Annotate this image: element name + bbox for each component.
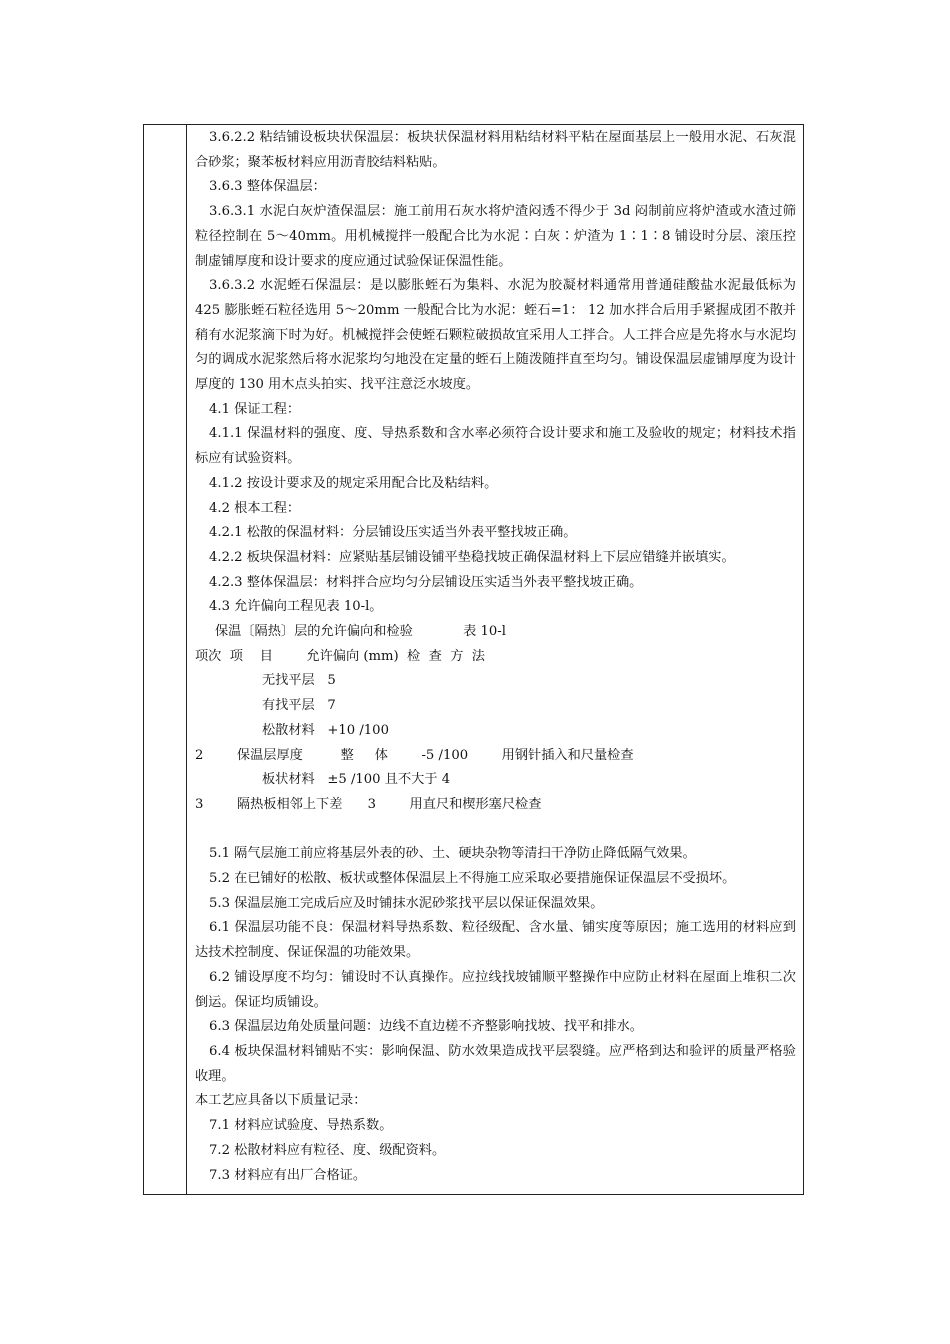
paragraph: 5.2 在已铺好的松散、板状或整体保温层上不得施工应采取必要措施保证保温层不受损坏。	[209, 871, 736, 887]
paragraph: 3.6.3 整体保温层：	[209, 179, 326, 195]
paragraph: 3.6.2.2 粘结铺设板块状保温层：板块状保温材料用粘结材料平粘在屋面基层上一般用水泥、石灰混合砂浆；聚苯板材料应用沥青胶结料粘贴。	[195, 130, 796, 170]
paragraph: 6.2 铺设厚度不均匀：铺设时不认真操作。应拉线找坡铺顺平整操作中应防止材料在屋面上堆积二次倒运。保证均质铺设。	[195, 969, 796, 1010]
paragraph: 4.1 保证工程：	[209, 401, 301, 417]
blank-line	[195, 818, 796, 843]
paragraph: 6.3 保温层边角处质量问题：边线不直边槎不齐整影响找坡、找平和排水。	[209, 1019, 643, 1035]
paragraph: 4.2.3 整体保温层：材料拌合应均匀分层铺设压实适当外表平整找坡正确。	[209, 574, 643, 590]
paragraph: 4.1.2 按设计要求及的规定采用配合比及粘结料。	[209, 475, 498, 491]
document-body	[195, 126, 796, 1188]
paragraph: 4.2.1 松散的保温材料：分层铺设压实适当外表平整找坡正确。	[209, 525, 577, 541]
table-caption: 保温〔隔热〕层的允许偏向和检验 表 10-l	[215, 624, 506, 640]
paragraph: 4.3 允许偏向工程见表 10-l。	[209, 599, 383, 615]
paragraph: 3.6.3.1 水泥白灰炉渣保温层：施工前用石灰水将炉渣闷透不得少于 3d 闷制前应将炉渣或水渣过筛粒径控制在 5～40mm。用机械搅拌一般配合比为水泥∶白灰∶炉渣为 1∶1∶8 铺设时分层、滚压控制虚铺厚度和设计要求的度应通过试验保证保温性能。	[195, 204, 796, 269]
paragraph: 4.2 根本工程：	[209, 500, 301, 516]
paragraph: 4.2.2 板块保温材料：应紧贴基层铺设铺平垫稳找坡正确保温材料上下层应错缝并嵌填实。	[209, 549, 735, 565]
paragraph: 6.1 保温层功能不良：保温材料导热系数、粒径级配、含水量、铺实度等原因；施工选用的材料应到达技术控制度、保证保温的功能效果。	[195, 920, 796, 961]
table-row: 有找平层 7	[262, 698, 336, 714]
table-row: 2 保温层厚度 整 体 -5 /100 用钢针插入和尺量检查	[195, 747, 634, 763]
paragraph: 3.6.3.2 水泥蛭石保温层：是以膨胀蛭石为集料、水泥为胶凝材料通常用普通硅酸盐水泥最低标为 425 膨胀蛭石粒径选用 5～20mm 一般配合比为水泥：蛭石=1： 12 加水拌合后用手紧握成团不散并稍有水泥浆滴下时为好。机械搅拌会使蛭石颗粒破损故宜采用人工拌合。人工拌合应是先将水与水泥均匀的调成水泥浆然后将水泥浆均匀地没在定量的蛭石上随泼随拌直至均匀。铺设保温层虚铺厚度为设计厚度的 130 用木点头拍实、找平注意泛水坡度。	[195, 278, 796, 393]
records-intro: 本工艺应具备以下质量记录：	[195, 1093, 367, 1109]
record-item: 7.2 松散材料应有粒径、度、级配资料。	[209, 1142, 446, 1158]
paragraph: 5.1 隔气层施工前应将基层外表的砂、土、硬块杂物等清扫干净防止降低隔气效果。	[209, 846, 696, 862]
table-column-divider	[186, 124, 187, 1195]
table-row: 3 隔热板相邻上下差 3 用直尺和楔形塞尺检查	[195, 796, 542, 812]
table-row: 松散材料 +10 /100	[262, 722, 389, 738]
table-header: 项次 项 目 允许偏向 (mm) 检 查 方 法	[195, 648, 485, 664]
paragraph: 5.3 保温层施工完成后应及时铺抹水泥砂浆找平层以保证保温效果。	[209, 895, 604, 911]
table-row: 板状材料 ±5 /100 且不大于 4	[262, 772, 451, 788]
record-item: 7.3 材料应有出厂合格证。	[209, 1167, 367, 1183]
record-item: 7.1 材料应试验度、导热系数。	[209, 1118, 393, 1134]
paragraph: 4.1.1 保温材料的强度、度、导热系数和含水率必须符合设计要求和施工及验收的规定；材料技术指标应有试验资料。	[195, 426, 796, 467]
paragraph: 6.4 板块保温材料铺贴不实：影响保温、防水效果造成找平层裂缝。应严格到达和验评的质量严格验收理。	[195, 1044, 796, 1084]
table-row: 无找平层 5	[262, 673, 336, 689]
